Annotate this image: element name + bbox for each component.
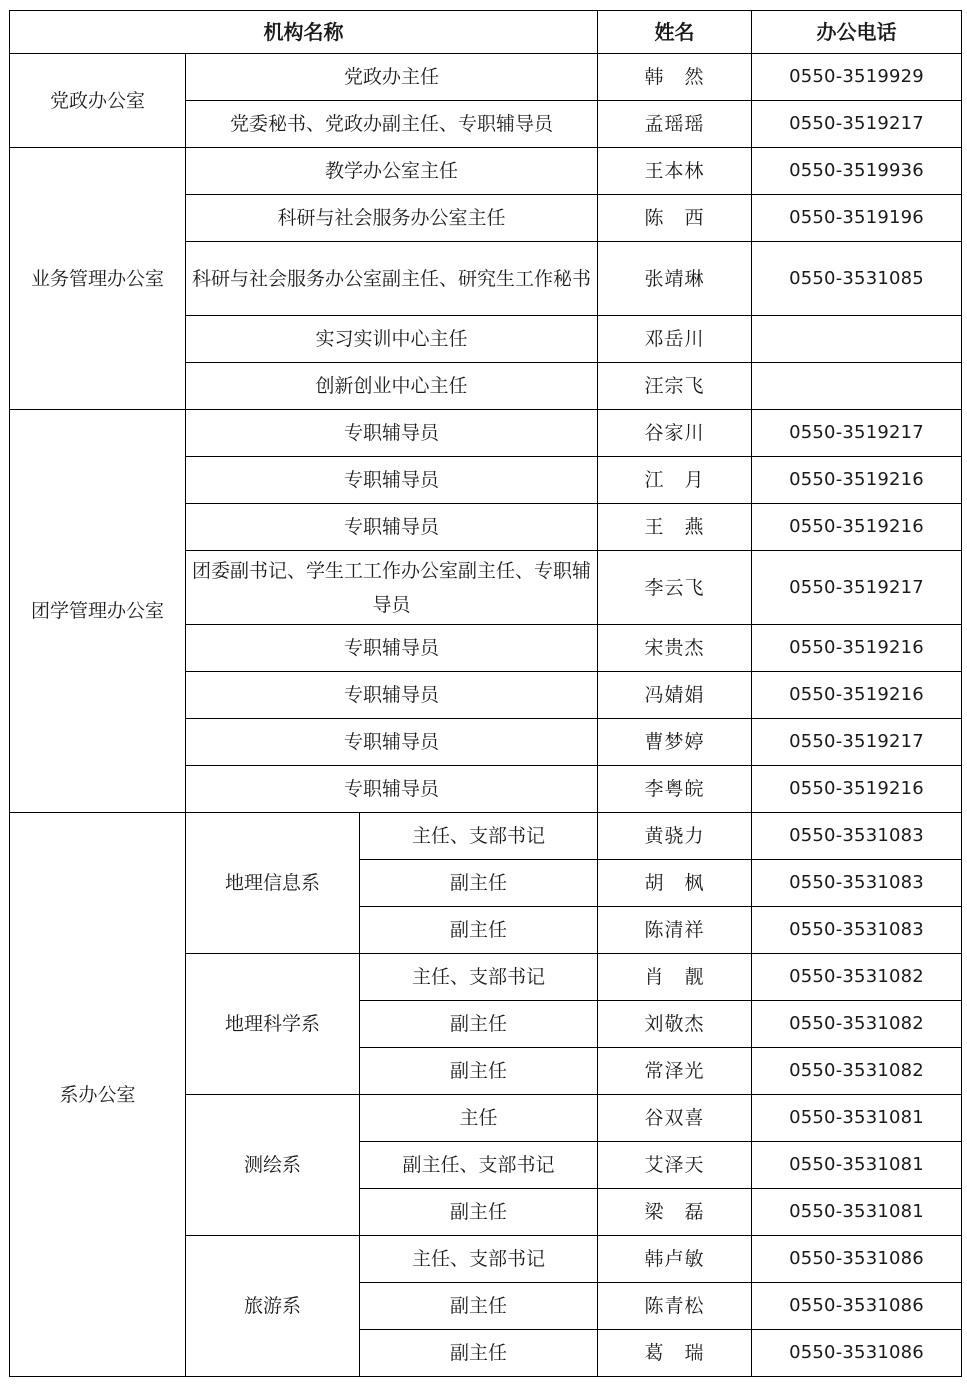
office-phone: 0550-3519216 — [752, 672, 962, 719]
table-row — [10, 410, 962, 457]
position-title: 党政办主任 — [186, 54, 598, 101]
office-group-label: 团学管理办公室 — [10, 410, 186, 813]
person-name: 冯婧娟 — [598, 672, 752, 719]
position-title: 科研与社会服务办公室副主任、研究生工作秘书 — [186, 242, 598, 316]
position-title: 副主任 — [360, 907, 598, 954]
header-person-name: 姓名 — [598, 11, 752, 54]
header-org-name: 机构名称 — [10, 11, 598, 54]
position-title: 专职辅导员 — [186, 625, 598, 672]
table-row — [10, 54, 962, 101]
person-name: 宋贵杰 — [598, 625, 752, 672]
office-phone: 0550-3531086 — [752, 1283, 962, 1330]
position-title: 副主任 — [360, 860, 598, 907]
person-name: 谷家川 — [598, 410, 752, 457]
office-group-label: 党政办公室 — [10, 54, 186, 148]
office-phone: 0550-3519217 — [752, 719, 962, 766]
office-phone: 0550-3519196 — [752, 195, 962, 242]
office-phone: 0550-3531081 — [752, 1095, 962, 1142]
office-phone — [752, 363, 962, 410]
department-name: 旅游系 — [186, 1236, 360, 1377]
position-title: 副主任 — [360, 1189, 598, 1236]
position-title: 实习实训中心主任 — [186, 316, 598, 363]
position-title: 专职辅导员 — [186, 766, 598, 813]
office-phone: 0550-3531086 — [752, 1330, 962, 1377]
position-title: 主任 — [360, 1095, 598, 1142]
office-phone: 0550-3531081 — [752, 1142, 962, 1189]
office-phone: 0550-3519216 — [752, 457, 962, 504]
office-phone: 0550-3531086 — [752, 1236, 962, 1283]
person-name: 韩卢敏 — [598, 1236, 752, 1283]
position-title: 主任、支部书记 — [360, 813, 598, 860]
person-name: 梁 磊 — [598, 1189, 752, 1236]
table-row — [10, 148, 962, 195]
position-title: 团委副书记、学生工工作办公室副主任、专职辅导员 — [186, 551, 598, 625]
staff-directory-table — [9, 10, 962, 1377]
office-group-label: 业务管理办公室 — [10, 148, 186, 410]
office-phone: 0550-3519216 — [752, 766, 962, 813]
department-name: 测绘系 — [186, 1095, 360, 1236]
office-phone: 0550-3519216 — [752, 625, 962, 672]
person-name: 汪宗飞 — [598, 363, 752, 410]
office-phone: 0550-3519216 — [752, 504, 962, 551]
table-row — [10, 813, 962, 860]
position-title: 专职辅导员 — [186, 457, 598, 504]
header-office-phone: 办公电话 — [752, 11, 962, 54]
person-name: 肖 靓 — [598, 954, 752, 1001]
person-name: 王本林 — [598, 148, 752, 195]
person-name: 刘敬杰 — [598, 1001, 752, 1048]
person-name: 黄骁力 — [598, 813, 752, 860]
position-title: 专职辅导员 — [186, 410, 598, 457]
person-name: 常泽光 — [598, 1048, 752, 1095]
position-title: 党委秘书、党政办副主任、专职辅导员 — [186, 101, 598, 148]
office-phone: 0550-3519929 — [752, 54, 962, 101]
person-name: 邓岳川 — [598, 316, 752, 363]
position-title: 专职辅导员 — [186, 504, 598, 551]
table-header-row — [10, 11, 962, 54]
department-office-label: 系办公室 — [10, 813, 186, 1377]
position-title: 专职辅导员 — [186, 719, 598, 766]
office-phone: 0550-3519217 — [752, 551, 962, 625]
person-name: 李云飞 — [598, 551, 752, 625]
office-phone — [752, 316, 962, 363]
department-name: 地理科学系 — [186, 954, 360, 1095]
position-title: 副主任 — [360, 1048, 598, 1095]
person-name: 胡 枫 — [598, 860, 752, 907]
office-phone: 0550-3519936 — [752, 148, 962, 195]
position-title: 副主任 — [360, 1330, 598, 1377]
position-title: 副主任、支部书记 — [360, 1142, 598, 1189]
person-name: 孟瑶瑶 — [598, 101, 752, 148]
department-name: 地理信息系 — [186, 813, 360, 954]
position-title: 副主任 — [360, 1001, 598, 1048]
position-title: 副主任 — [360, 1283, 598, 1330]
position-title: 主任、支部书记 — [360, 1236, 598, 1283]
person-name: 张靖琳 — [598, 242, 752, 316]
office-phone: 0550-3531085 — [752, 242, 962, 316]
office-phone: 0550-3531083 — [752, 860, 962, 907]
office-phone: 0550-3531083 — [752, 907, 962, 954]
position-title: 教学办公室主任 — [186, 148, 598, 195]
person-name: 曹梦婷 — [598, 719, 752, 766]
office-phone: 0550-3531082 — [752, 1048, 962, 1095]
position-title: 专职辅导员 — [186, 672, 598, 719]
position-title: 主任、支部书记 — [360, 954, 598, 1001]
office-phone: 0550-3531082 — [752, 1001, 962, 1048]
person-name: 陈青松 — [598, 1283, 752, 1330]
person-name: 陈清祥 — [598, 907, 752, 954]
person-name: 艾泽天 — [598, 1142, 752, 1189]
person-name: 韩 然 — [598, 54, 752, 101]
office-phone: 0550-3531082 — [752, 954, 962, 1001]
office-phone: 0550-3519217 — [752, 101, 962, 148]
person-name: 陈 西 — [598, 195, 752, 242]
person-name: 李粤皖 — [598, 766, 752, 813]
person-name: 葛 瑞 — [598, 1330, 752, 1377]
office-phone: 0550-3531083 — [752, 813, 962, 860]
person-name: 江 月 — [598, 457, 752, 504]
person-name: 王 燕 — [598, 504, 752, 551]
position-title: 科研与社会服务办公室主任 — [186, 195, 598, 242]
position-title: 创新创业中心主任 — [186, 363, 598, 410]
office-phone: 0550-3531081 — [752, 1189, 962, 1236]
office-phone: 0550-3519217 — [752, 410, 962, 457]
person-name: 谷双喜 — [598, 1095, 752, 1142]
